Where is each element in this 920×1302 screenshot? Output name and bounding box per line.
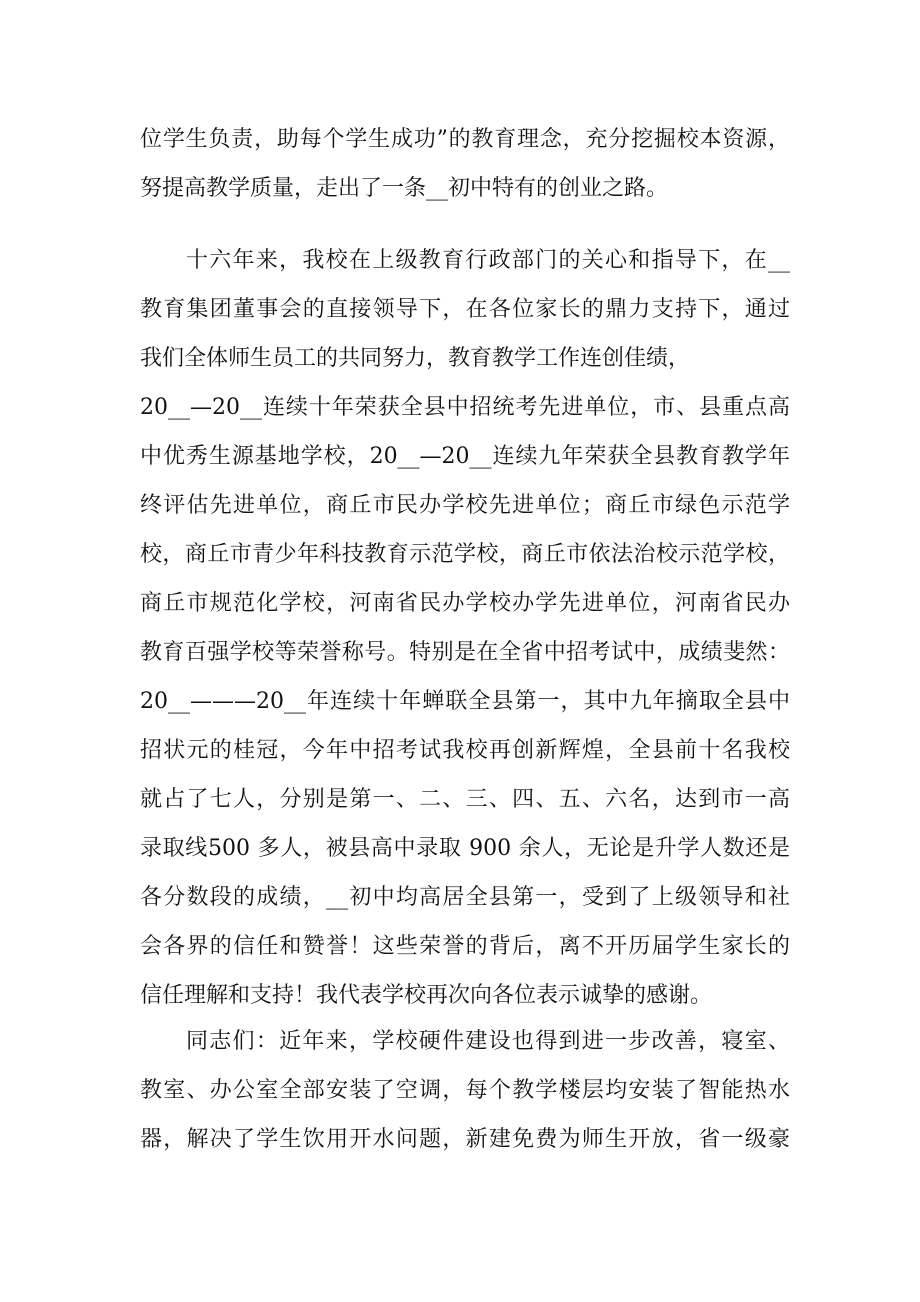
text-line: 会各界的信任和赞誉！这些荣誉的背后，离不开历届学生家长的 — [140, 934, 790, 959]
text-line: 20__———20__年连续十年蝉联全县第一，其中九年摘取全县中 — [140, 689, 790, 714]
text-line: 商丘市规范化学校，河南省民办学校办学先进单位，河南省民办 — [140, 591, 790, 616]
text-line: 中优秀生源基地学校，20__—20__连续九年荣获全县教育教学年 — [140, 444, 790, 469]
text-line: 各分数段的成绩，__初中均高居全县第一，受到了上级领导和社 — [140, 885, 790, 910]
text-line: 就占了七人，分别是第一、二、三、四、五、六名，达到市一高 — [140, 787, 790, 812]
text-line: 十六年来，我校在上级教育行政部门的关心和指导下，在__ — [186, 248, 790, 273]
text-line: 位学生负责，助每个学生成功”的教育理念，充分挖掘校本资源， — [140, 127, 790, 152]
text-line: 录取线500 多人，被县高中录取 900 余人，无论是升学人数还是 — [140, 836, 790, 861]
text-line: 同志们：近年来，学校硬件建设也得到进一步改善，寝室、 — [186, 1029, 790, 1054]
text-line: 20__—20__连续十年荣获全县中招统考先进单位，市、县重点高 — [140, 395, 790, 420]
text-line: 我们全体师生员工的共同努力，教育教学工作连创佳绩， — [140, 346, 691, 371]
text-line: 教育集团董事会的直接领导下，在各位家长的鼎力支持下，通过 — [140, 297, 790, 322]
text-line: 努提高教学质量，走出了一条__初中特有的创业之路。 — [140, 176, 669, 201]
paragraph-3 — [140, 1017, 790, 1164]
text-line: 教室、办公室全部安装了空调，每个教学楼层均安装了智能热水 — [140, 1078, 790, 1103]
paragraph-2 — [140, 236, 790, 1020]
text-line: 终评估先进单位，商丘市民办学校先进单位；商丘市绿色示范学 — [140, 493, 790, 518]
text-line: 信任理解和支持！我代表学校再次向各位表示诚挚的感谢。 — [140, 983, 713, 1008]
text-line: 校，商丘市青少年科技教育示范学校，商丘市依法治校示范学校， — [140, 542, 790, 567]
text-line: 教育百强学校等荣誉称号。特别是在全省中招考试中，成绩斐然： — [140, 640, 790, 665]
text-line: 招状元的桂冠，今年中招考试我校再创新辉煌，全县前十名我校 — [140, 738, 790, 763]
paragraph-1 — [140, 115, 790, 213]
text-line: 器，解决了学生饮用开水问题，新建免费为师生开放，省一级豪 — [140, 1127, 790, 1152]
